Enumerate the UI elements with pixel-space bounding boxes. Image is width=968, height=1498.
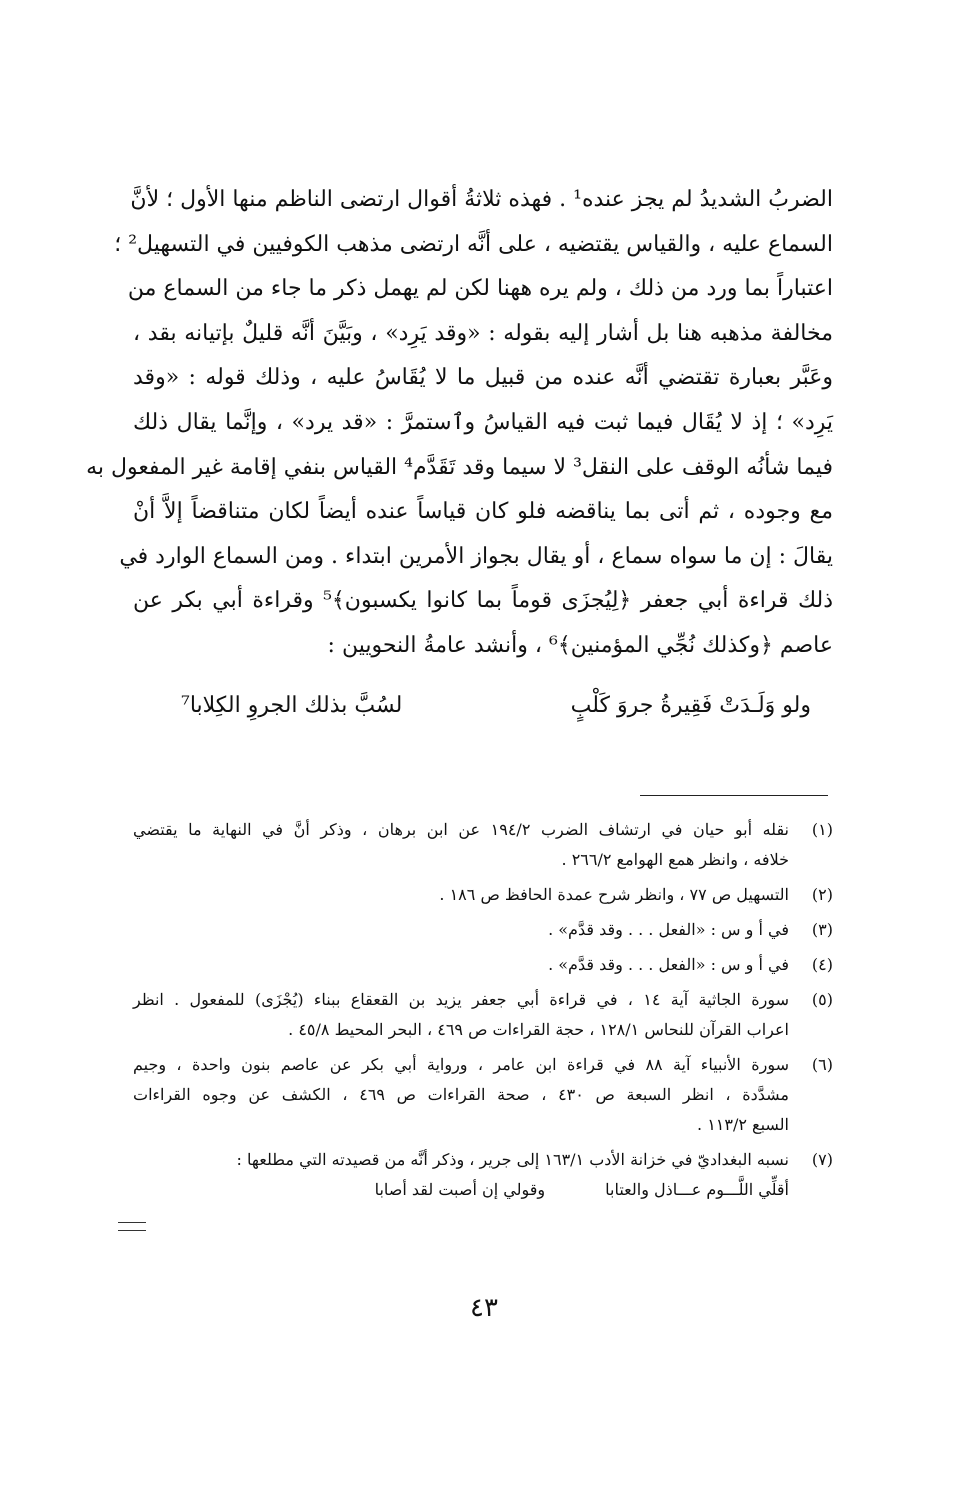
footnote-line: مشدَّدة ، انظر السبعة ص ٤٣٠ ، صحة القراءات ص ٤٦٩ ، الكشف عن وجوه القراءات (133, 1085, 790, 1104)
footnote-line: السبع ١١٣/٢ . (697, 1115, 789, 1134)
main-text-block (86, 178, 833, 669)
footnote-number: (٧) (811, 1150, 833, 1169)
footnote-line: اعراب القرآن للنحاس ١٢٨/١ ، حجة القراءات ص ٤٦٩ ، البحر المحيط ٤٥/٨ . (288, 1020, 789, 1039)
footnote-number: (٦) (811, 1055, 833, 1074)
footnote-1 (133, 815, 833, 875)
footnote-number: (١) (811, 820, 833, 839)
footnote-line: التسهيل ص ٧٧ ، وانظر شرح عمدة الحافظ ص ١٨٦ . (439, 885, 789, 904)
footnote-line: سورة الجاثية آية ١٤ ، في قراءة أبي جعفر يزيد بن القعقاع ببناء (يُجْزَى) للمفعول . انظر (133, 990, 789, 1009)
footnote-7 (133, 1145, 833, 1205)
footnote-number: (٣) (811, 920, 833, 939)
verse-second-hemistich: لسُبَّ بذلك الجروِ الكِلابا⁷ (181, 693, 403, 718)
verse-second-hemistich: وقولي إن أصبت لقد أصابا (374, 1180, 546, 1199)
margin-mark (118, 1222, 146, 1231)
poetry-verse (181, 686, 811, 726)
footnote-line: في أ و س : «الفعل . . . وقد قدَّم» . (548, 955, 789, 974)
footnotes-block (133, 815, 833, 1210)
text-line: السماع عليه ، والقياس يقتضيه ، على أنَّه ارتضى مذهب الكوفيين في التسهيل² ؛ (114, 231, 833, 257)
footnote-number: (٥) (811, 990, 833, 1009)
footnote-6 (133, 1050, 833, 1140)
verse-first-hemistich: ولو وَلَـدَتْ فَقِيرةُ جروَ كَلْبٍ (570, 693, 811, 718)
text-line: يقالَ : إن ما سواه سماع ، أو يقال بجواز الأمرين ابتداء . ومن السماع الوارد في (119, 543, 833, 569)
text-line: اعتباراً بما ورد من ذلك ، ولم يره ههنا لكن لم يهمل ذكر ما جاء من السماع من (127, 276, 833, 302)
text-line: مع وجوده ، ثم أتى بما يناقضه فلو كان قياساً عنده أيضاً لكان متناقضاً إلاَّ أنْ (133, 499, 833, 525)
footnote-line: نسبه البغداديّ في خزانة الأدب ١٦٣/١ إلى جرير ، وذكر أنَّه من قصيدته التي مطلعها : (236, 1150, 789, 1169)
text-line: يَرِد» ؛ إذ لا يُقَال فيما ثبت فيه القياسُ وٱستمرَّ : «قد يرد» ، وإنَّما يقال ذلك (133, 409, 833, 435)
footnote-line: سورة الأنبياء آية ٨٨ في قراءة ابن عامر ، ورواية أبي بكر عن عاصم بنون واحدة ، وجيم (133, 1055, 790, 1074)
text-line: وعَبَّر بعبارة تقتضي أنَّه عنده من قبيل ما لا يُقَاسُ عليه ، وذلك قوله : «وقد (133, 365, 833, 391)
footnote-separator (640, 795, 828, 796)
text-line: مخالفة مذهبه هنا بل أشار إليه بقوله : «وقد يَرِد» ، وبَيَّنَ أنَّه قليلٌ بإتيانه بقد ، (133, 320, 833, 346)
footnote-number: (٢) (811, 885, 833, 904)
text-line: فيما شأنُه الوقف على النقل³ لا سيما وقد تَقَدَّم⁴ القياس بنفي إقامة غير المفعول به (86, 454, 833, 480)
footnote-3 (133, 915, 833, 945)
text-line: ذلك قراءة أبي جعفر ﴿لِيُجزَى قوماً بما كانوا يكسبون﴾⁵ وقراءة أبي بكر عن (133, 588, 833, 614)
footnote-line: نقله أبو حيان في ارتشاف الضرب ١٩٤/٢ عن ابن برهان ، وذكر أنَّ في النهاية ما يقتضي (133, 820, 789, 839)
footnote-4 (133, 950, 833, 980)
footnote-5 (133, 985, 833, 1045)
footnote-2 (133, 880, 833, 910)
text-line: الضربُ الشديدُ لم يجز عنده¹ . فهذه ثلاثةُ أقوال ارتضى الناظم منها الأول ؛ لأنَّ (130, 187, 833, 212)
text-line: عاصم ﴿وكذلك نُجِّي المؤمنين﴾⁶ ، وأنشد عامةُ النحويين : (327, 632, 833, 658)
footnote-number: (٤) (811, 955, 833, 974)
footnote-verse (133, 1175, 789, 1205)
footnote-line: في أ و س : «الفعل . . . وقد قدَّم» . (548, 920, 789, 939)
footnote-line: خلافه ، وانظر همع الهوامع ٢٦٦/٢ . (561, 850, 789, 869)
verse-first-hemistich: أقلِّي اللَّـــوم عـــاذل والعتابا (605, 1180, 789, 1199)
page-number: ٤٣ (470, 1293, 498, 1323)
